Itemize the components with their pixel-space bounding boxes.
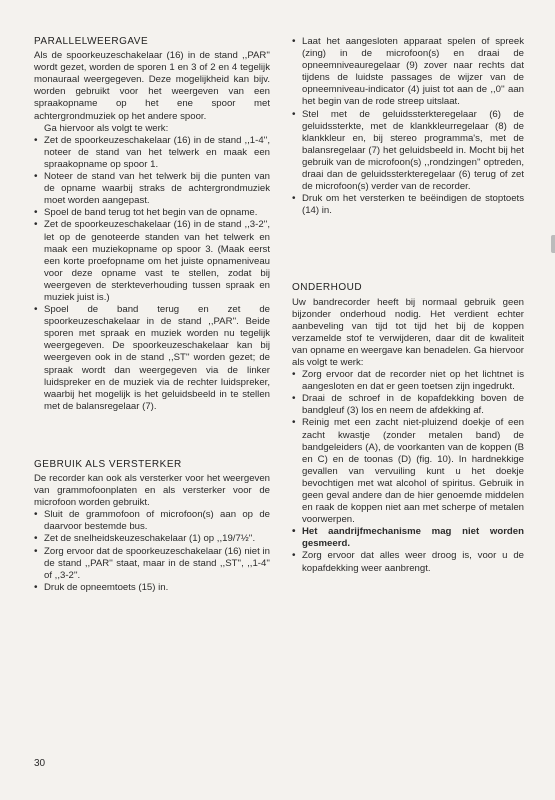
parallel-playback-heading: PARALLELWEERGAVE <box>34 36 149 47</box>
amplifier-steps-continued <box>292 36 524 217</box>
list-item: • Zet de spoorkeuzeschakelaar (16) in de stand ,,1-4'', noteer de stand van het telwerk en maak een spraakopname op spoor 1. <box>34 135 270 171</box>
list-item: • Zorg ervoor dat de recorder niet op het lichtnet is aangesloten en dat er geen toetsen zijn ingedrukt. <box>292 369 524 393</box>
list-item: • Zet de spoorkeuzeschakelaar (16) in de stand ,,3-2'', let op de genoteerde standen van het telwerk en maak een muziekopname op spoor 3. (Maak eerst een korte proefopname om het juiste opnameniveau voor deze opname vast te stellen, zodat bij weergeven de sterkteverhouding tussen spraak en muziek juist is.) <box>34 219 270 304</box>
page-edge-mark <box>551 235 555 253</box>
maintenance-warning: • Het aandrijfmechanisme mag niet worden gesmeerd. <box>292 526 524 550</box>
amplifier-intro: De recorder kan ook als versterker voor het weergeven van grammofoonplaten en als versterker voor de microfoon worden gebruikt. <box>34 473 270 509</box>
list-item: • Zet de snelheidskeuzeschakelaar (1) op ,,19/7½''. <box>34 533 270 545</box>
parallel-playback-section <box>34 36 270 413</box>
amplifier-heading: GEBRUIK ALS VERSTERKER <box>34 458 182 470</box>
list-item: • Noteer de stand van het telwerk bij die punten van de opname waarbij straks de achtergrondmuziek moet worden aangepast. <box>34 171 270 207</box>
parallel-playback-steps <box>34 135 270 413</box>
list-item: • Spoel de band terug en zet de spoorkeuzeschakelaar in de stand ,,PAR''. Beide sporen met spraak en muziek worden nu tegelijk weergegeven. De spoorkeuzeschakelaar kan bij weergeven ook in de stand ,,ST'' worden gezet; de spraak wordt dan weergegeven via de linker luidspreker en de muziek via de rechter luidspreker, waarbij het mogelijk is het geluidsbeeld in te stellen met de balansregelaar (7). <box>34 304 270 413</box>
list-item: • Stel met de geluidssterkteregelaar (6) de geluidssterkte, met de klankkleurregelaar (8) de klankkleur en, bij stereo programma's, met de balansregelaar (7) het geluidsbeeld in. Mocht bij het gebruik van de microfoon(s) ,,rondzingen'' optreden, draai dan de geluidssterkteregelaar (6) terug of zet de microfoon(s) verder van de recorder. <box>292 109 524 194</box>
maintenance-intro: Uw bandrecorder heeft bij normaal gebruik geen bijzonder onderhoud nodig. Het verdient echter aanbeveling van tijd tot tijd het bij de koppen verzamelde stof te verwijderen, daar dit de kwaliteit van opname en weergave kan benadelen. Ga hiervoor als volgt te werk: <box>292 296 524 368</box>
list-item: • Zorg ervoor dat de spoorkeuzeschakelaar (16) niet in de stand ,,PAR'' staat, maar in de stand ,,ST'', ,,1-4'' of ,,3-2''. <box>34 546 270 582</box>
parallel-playback-lead: Ga hiervoor als volgt te werk: <box>44 122 169 134</box>
list-item: • Zorg ervoor dat alles weer droog is, voor u de kopafdekking weer aanbrengt. <box>292 550 524 574</box>
maintenance-steps <box>292 369 524 575</box>
list-item: • Druk om het versterken te beëindigen de stoptoets (14) in. <box>292 193 524 217</box>
section-spacer <box>292 217 524 282</box>
parallel-playback-intro: Als de spoorkeuzeschakelaar (16) in de stand ,,PAR'' wordt gezet, worden de sporen 1 en 3 of 2 en 4 tegelijk monauraal weergegeven. Deze mogelijkheid kan bijv. worden gebruikt voor het weergeven van een spraakopname op het ene spoor met achtergrondmuziek op het andere spoor. <box>34 50 270 122</box>
page-number: 30 <box>34 758 46 769</box>
right-column <box>292 36 524 575</box>
maintenance-heading: ONDERHOUD <box>292 282 363 294</box>
section-spacer <box>34 413 270 459</box>
amplifier-section <box>34 459 270 594</box>
list-item: • Spoel de band terug tot het begin van de opname. <box>34 207 270 219</box>
list-item: • Reinig met een zacht niet-pluizend doekje of een zacht kwastje (zonder metalen band) de bandgeleiders (A), de voorkanten van de koppen (B en C) en de toonas (D) (fig. 10). In hardnekkige gevallen van vervuiling kunt u het doekje bevochtigen met wat alcohol of spiritus. Gebruik in geen geval andere dan de hier genoemde middelen en raak de koppen niet aan met scherpe of metalen voorwerpen. <box>292 417 524 526</box>
list-item: • Draai de schroef in de kopafdekking boven de bandgleuf (3) los en neem de afdekking af. <box>292 393 524 417</box>
list-item: • Laat het aangesloten apparaat spelen of spreek (zing) in de microfoon(s) en draai de opneemniveauregelaar (9) zover naar rechts dat tijdens de luidste passages de wijzer van de opneemniveau-indicator (4) juist tot aan de ,,0'' aan het begin van de rode streep uitslaat. <box>292 36 524 109</box>
list-item: • Sluit de grammofoon of microfoon(s) aan op de daarvoor bestemde bus. <box>34 509 270 533</box>
left-column <box>34 36 270 594</box>
list-item: • Druk de opneemtoets (15) in. <box>34 582 270 594</box>
maintenance-section <box>292 282 524 574</box>
amplifier-steps <box>34 509 270 594</box>
